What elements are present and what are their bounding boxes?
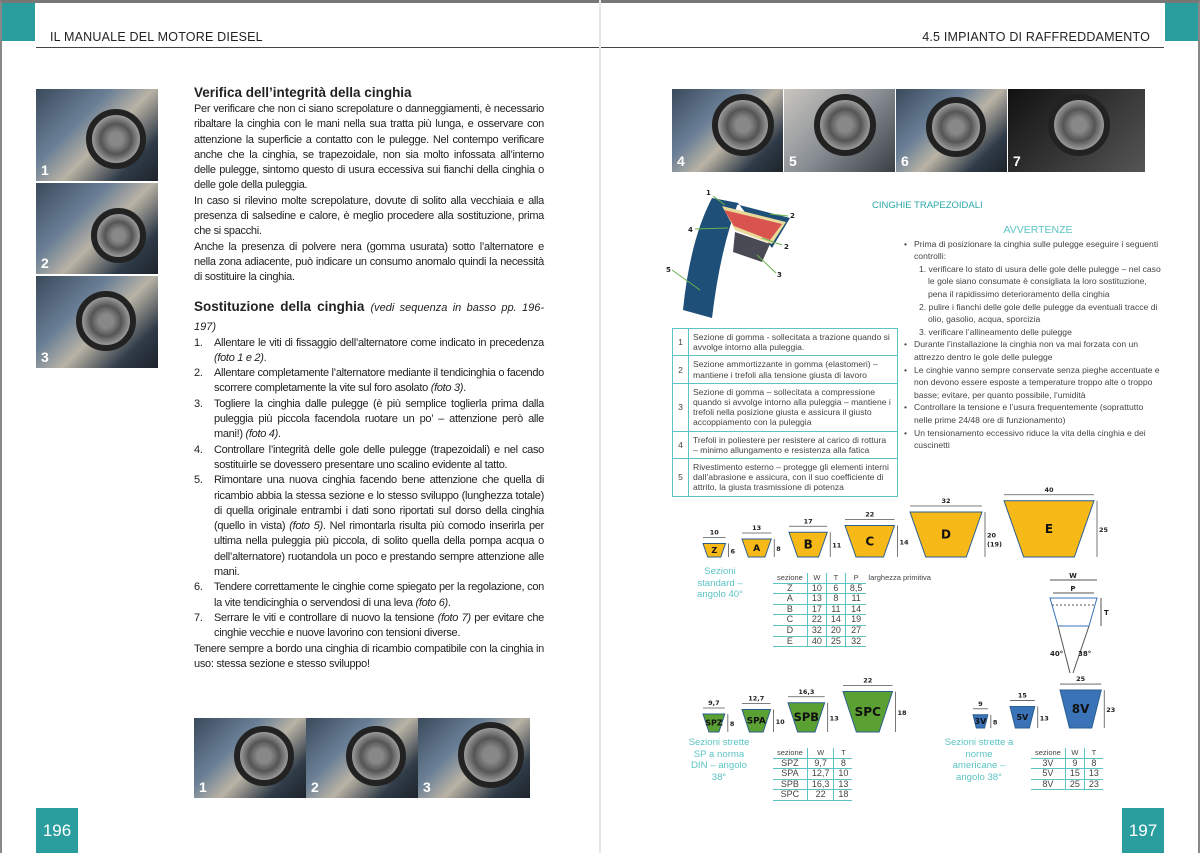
running-header-left: IL MANUALE DEL MOTORE DIESEL — [50, 30, 263, 44]
page-number-right: 197 — [1122, 808, 1164, 853]
table-cell: 12,7 — [807, 769, 834, 780]
belt-callout-3: 3 — [777, 271, 782, 279]
part-description: Rivestimento esterno – protegge gli elementi interni dall’abrasione e assicura, con il suo coefficiente di attrito, la giusta trasmissione di potenza — [689, 459, 898, 497]
table-row — [773, 625, 935, 636]
label-angle-40: 40° — [1050, 650, 1064, 658]
table-row — [1031, 779, 1103, 790]
caption-sp: Sezioni strette SP a norma DIN – angolo 38° — [688, 737, 750, 783]
table-cell: 8 — [826, 594, 845, 605]
header-cell: W — [807, 573, 826, 583]
table-american-sections — [1031, 748, 1103, 790]
table-cell: 8 — [1084, 758, 1103, 769]
step-item: 3. Togliere la cinghia dalle pulegge (è più semplice toglierla prima dalla puleggia più piccola facendola ruotare un po’ – attenzione però alle mani!) (foto 4). — [194, 397, 544, 441]
table-cell: C — [773, 615, 807, 626]
table-cell: 25 — [826, 636, 845, 647]
width-value: 16,3 — [798, 687, 815, 696]
parts-row — [673, 459, 898, 497]
table-cell: D — [773, 625, 807, 636]
width-value: 15 — [1017, 691, 1027, 700]
photo-number: 4 — [677, 153, 685, 169]
closing-paragraph: Tenere sempre a bordo una cinghia di ricambio compatibile con la cinghia in uso: stessa sezione e stesso sviluppo! — [194, 642, 544, 670]
section-label: SPZ — [705, 718, 723, 728]
table-row — [1031, 758, 1103, 769]
section-label: A — [753, 544, 761, 555]
table-row — [773, 594, 935, 605]
section-label: 5V — [1016, 712, 1029, 722]
header-cell: T — [826, 573, 845, 583]
table-row — [773, 604, 935, 615]
table-cell: 18 — [834, 790, 853, 801]
height-value: 6 — [730, 547, 736, 556]
table-row — [1031, 769, 1103, 780]
table-row — [773, 769, 852, 780]
header-cell: T — [1084, 748, 1103, 758]
section-label: SPB — [793, 710, 820, 725]
table-cell: SPC — [773, 790, 807, 801]
height-value: 23 — [1106, 706, 1116, 715]
warnings-box — [904, 224, 1162, 452]
table-cell: 20 — [826, 625, 845, 636]
belt-callout-1: 1 — [706, 189, 711, 197]
table-cell: 8 — [834, 758, 853, 769]
table-cell: 15 — [1065, 769, 1084, 780]
table-cell: 32 — [845, 636, 866, 647]
table-cell: 25 — [1065, 779, 1084, 790]
table-header-row — [1031, 748, 1103, 758]
width-value: 22 — [863, 676, 873, 685]
width-value: 12,7 — [748, 694, 765, 703]
step-item: 6. Tendere correttamente le cinghie come spiegato per la regolazione, con la vite tendicinghia o servendosi di una leva (foto 6). — [194, 581, 544, 609]
height-value: 14 — [899, 538, 909, 547]
step-item: 5. Rimontare una nuova cinghia facendo bene attenzione che quella di ricambio abbia la stessa sezione e lo stesso sviluppo (lunghezza totale) di quella originale entrambi i dati sono riportati sul dorso della cinghia (quello in vista) (foto 5). Nel rimontarla risulta più comodo inserirla per ultima nella puleggia più piccola, di solito quella della pompa acqua o dell’alternatore) ruotandola un poco e prestando sempre attenzione alle mani. — [194, 474, 544, 579]
belt-parts-table — [672, 328, 898, 497]
table-cell: 9,7 — [807, 758, 834, 769]
section-label: SPA — [746, 716, 766, 727]
check-item: 3. verificare l’allineamento delle pulegge — [919, 326, 1072, 337]
part-number: 2 — [673, 356, 689, 383]
belt-callout-2: 2 — [790, 212, 795, 220]
table-row — [773, 636, 935, 647]
table-row — [773, 615, 935, 626]
height-value: 11 — [832, 541, 842, 550]
photo-number: 6 — [901, 153, 909, 169]
table-row — [773, 583, 935, 594]
table-row — [773, 758, 852, 769]
part-number: 4 — [673, 431, 689, 458]
height-value: 8 — [729, 720, 735, 728]
label-angle-38: 38° — [1078, 650, 1092, 658]
label-p: P — [1070, 585, 1076, 593]
photo-number: 7 — [1013, 153, 1021, 169]
section-label: B — [803, 537, 813, 552]
table-cell: A — [773, 594, 807, 605]
belt-callout-4: 4 — [688, 226, 693, 234]
table-cell: 22 — [807, 790, 834, 801]
width-value: 22 — [865, 510, 875, 519]
table-cell: 13 — [1084, 769, 1103, 780]
table-cell: Z — [773, 583, 807, 594]
paragraph: In caso si rilevino molte screpolature, dovute di solito alla vecchiaia e alla presenza di salsedine e calore, è meglio procedere alla sostituzione, prima che si spacchi. — [194, 194, 544, 238]
header-cell: T — [834, 748, 853, 758]
table-sp-sections — [773, 748, 852, 801]
table-cell: 10 — [807, 583, 826, 594]
table-cell: 13 — [807, 594, 826, 605]
label-w: W — [1069, 572, 1077, 580]
header-cell: sezione — [773, 748, 807, 758]
table-cell: 11 — [826, 604, 845, 615]
table-row — [773, 779, 852, 790]
height-value: 8 — [992, 718, 998, 727]
section-label: SPC — [854, 704, 881, 719]
caption-american: Sezioni strette a norme americane – angolo 38° — [944, 737, 1014, 783]
section-title: Sostituzione della cinghia (vedi sequenza in basso pp. 196-197) — [194, 298, 544, 333]
parts-row — [673, 383, 898, 431]
width-value: 10 — [709, 528, 719, 537]
warning-intro: • Prima di posizionare la cinghia sulle pulegge eseguire i seguenti controlli: — [904, 238, 1162, 263]
table-cell: SPB — [773, 779, 807, 790]
caption-standard: Sezioni standard – angolo 40° — [697, 566, 743, 600]
table-cell: 22 — [807, 615, 826, 626]
height-value: 8 — [776, 545, 781, 553]
width-value: 17 — [803, 517, 813, 526]
height-value: 20 — [987, 531, 997, 540]
table-standard-sections — [773, 573, 935, 647]
part-description: Sezione ammortizzante in gomma (elastomeri) – mantiene i trefoli alla tensione giusta di lavoro — [689, 356, 898, 383]
section-label: E — [1044, 521, 1054, 536]
table-cell: 16,3 — [807, 779, 834, 790]
photo-number: 3 — [41, 349, 49, 365]
width-value: 25 — [1076, 675, 1086, 684]
p-note: larghezza primitiva — [868, 573, 931, 583]
part-number: 5 — [673, 459, 689, 497]
header-cell: P — [845, 573, 866, 583]
paragraph: Anche la presenza di polvere nera (gomma usurata) sotto l’alternatore e nella zona adiacente, può indicare un consumo anomalo quindi la necessità di sostituire la cinghia. — [194, 240, 544, 284]
photo-number: 1 — [41, 162, 49, 178]
width-value: 13 — [752, 524, 762, 532]
table-cell: 8V — [1031, 779, 1065, 790]
parts-row — [673, 329, 898, 356]
step-item: 7. Serrare le viti e controllare di nuovo la tensione (foto 7) per evitare che cinghie vecchie e nuove lavorino con tensioni diverse. — [194, 611, 544, 640]
running-header-right: 4.5 IMPIANTO DI RAFFREDDAMENTO — [922, 30, 1150, 44]
belt-cutaway-illustration — [672, 196, 790, 318]
table-cell: 14 — [826, 615, 845, 626]
table-cell: B — [773, 604, 807, 615]
height-alt-value: (19) — [987, 540, 1002, 549]
checks-list — [904, 263, 1162, 339]
table-cell: 11 — [845, 594, 866, 605]
table-row — [773, 790, 852, 801]
check-item: 1. verificare lo stato di usura delle gole delle pulegge – nel caso le gole siano consumate è consigliata la loro sostituzione, pena il rapidissimo deterioramento della cinghia — [919, 263, 1161, 299]
warning-item: • Le cinghie vanno sempre conservate senza pieghe accentuate e non devono essere esposte a temperature troppo alte o troppo basse; evitare, per quanto possibile, l’umidità — [904, 364, 1162, 402]
photo-number: 3 — [423, 779, 431, 795]
height-value: 18 — [897, 708, 907, 717]
table-cell: 27 — [845, 625, 866, 636]
width-value: 40 — [1044, 485, 1054, 494]
paragraph: Per verificare che non ci siano screpolature o danneggiamenti, è necessario ribaltare la cinghia con le mani nella sua tratta più lunga, e osservare con attenzione la superficie a contatto con le pulegge. Nel contempo verificare anche che la cinghia, se trapezoidale, non sia molto infossata all’interno delle pulegge, sintomo questo di usura eccessiva sui fianchi della cinghia o delle gole della puleggia. — [194, 103, 544, 192]
section-label: 8V — [1071, 702, 1090, 717]
table-cell: 17 — [807, 604, 826, 615]
width-value: 9,7 — [708, 699, 720, 707]
width-value: 32 — [941, 497, 951, 505]
table-cell: 13 — [834, 779, 853, 790]
table-cell: 5V — [1031, 769, 1065, 780]
table-cell: 3V — [1031, 758, 1065, 769]
step-item: 2. Allentare completamente l’alternatore mediante il tendicinghia o facendo scorrere completamente la vite sul foro asolato (foto 3). — [194, 367, 545, 395]
page-number-left: 196 — [36, 808, 78, 853]
photo-number: 2 — [311, 779, 319, 795]
table-cell: 14 — [845, 604, 866, 615]
width-value: 9 — [978, 699, 983, 708]
step-item: 4. Controllare l’integrità delle gole delle pulegge (trapezoidali) e nel caso sostituirle se dovessero presentare uno scalino evidente al tatto. — [194, 443, 544, 471]
table-cell: 10 — [834, 769, 853, 780]
section-label: D — [941, 527, 951, 542]
height-value: 13 — [829, 714, 839, 723]
table-cell: SPZ — [773, 758, 807, 769]
section-label: C — [865, 534, 875, 549]
table-cell: 32 — [807, 625, 826, 636]
part-description: Trefoli in poliestere per resistere al carico di rottura – minimo allungamento e resistenza alla fatica — [689, 431, 898, 458]
header-cell: W — [807, 748, 834, 758]
table-cell: 40 — [807, 636, 826, 647]
table-cell: 23 — [1084, 779, 1103, 790]
section-label: 3V — [974, 717, 987, 727]
generic-section-diagram — [1050, 580, 1101, 673]
warning-item: • Controllare la tensione e l’usura frequentemente (soprattutto nelle prime 24/48 ore di funzionamento) — [904, 401, 1162, 426]
photo-number: 2 — [41, 255, 49, 271]
part-description: Sezione di gomma - sollecitata a trazione quando si avvolge intorno alla puleggia. — [689, 329, 898, 356]
table-cell: 19 — [845, 615, 866, 626]
belt-callout-5: 5 — [666, 266, 671, 274]
table-header-row — [773, 573, 935, 583]
warning-item: • Un tensionamento eccessivo riduce la vita della cinghia e dei cuscinetti — [904, 427, 1162, 452]
step-item: 1. Allentare le viti di fissaggio dell’alternatore come indicato in precedenza (foto 1 e 2). — [194, 336, 544, 364]
table-header-row — [773, 748, 852, 758]
table-cell: 8,5 — [845, 583, 866, 594]
warning-item: • Durante l’installazione la cinghia non va mai forzata con un attrezzo dentro le gole delle pulegge — [904, 338, 1162, 363]
header-cell: W — [1065, 748, 1084, 758]
table-cell: 6 — [826, 583, 845, 594]
check-item: 2. pulire i fianchi delle gole delle pulegge da eventuali tracce di olio, gasolio, acqua, sporcizia — [919, 301, 1158, 325]
table-cell: E — [773, 636, 807, 647]
header-cell: sezione — [1031, 748, 1065, 758]
photo-number: 1 — [199, 779, 207, 795]
photo-number: 5 — [789, 153, 797, 169]
label-t: T — [1104, 609, 1109, 617]
table-cell: SPA — [773, 769, 807, 780]
height-value: 13 — [1039, 714, 1049, 723]
part-description: Sezione di gomma – sollecitata a compressione quando si avvolge intorno alla puleggia – mantiene i trefoli nella posizione giusta e assicura il giusto accoppiamento con la puleggia — [689, 383, 898, 431]
section-title: Verifica dell’integrità della cinghia — [194, 85, 412, 100]
parts-row — [673, 431, 898, 458]
part-number: 3 — [673, 383, 689, 431]
table-cell: 9 — [1065, 758, 1084, 769]
belt-callout-2: 2 — [784, 243, 789, 251]
parts-row — [673, 356, 898, 383]
part-number: 1 — [673, 329, 689, 356]
diagram-title: CINGHIE TRAPEZOIDALI — [872, 200, 983, 211]
height-value: 25 — [1099, 525, 1109, 534]
section-label: Z — [711, 545, 718, 555]
header-cell: sezione — [773, 573, 807, 583]
warnings-list — [904, 338, 1162, 451]
height-value: 10 — [775, 717, 785, 726]
warnings-title: AVVERTENZE — [1003, 224, 1073, 236]
